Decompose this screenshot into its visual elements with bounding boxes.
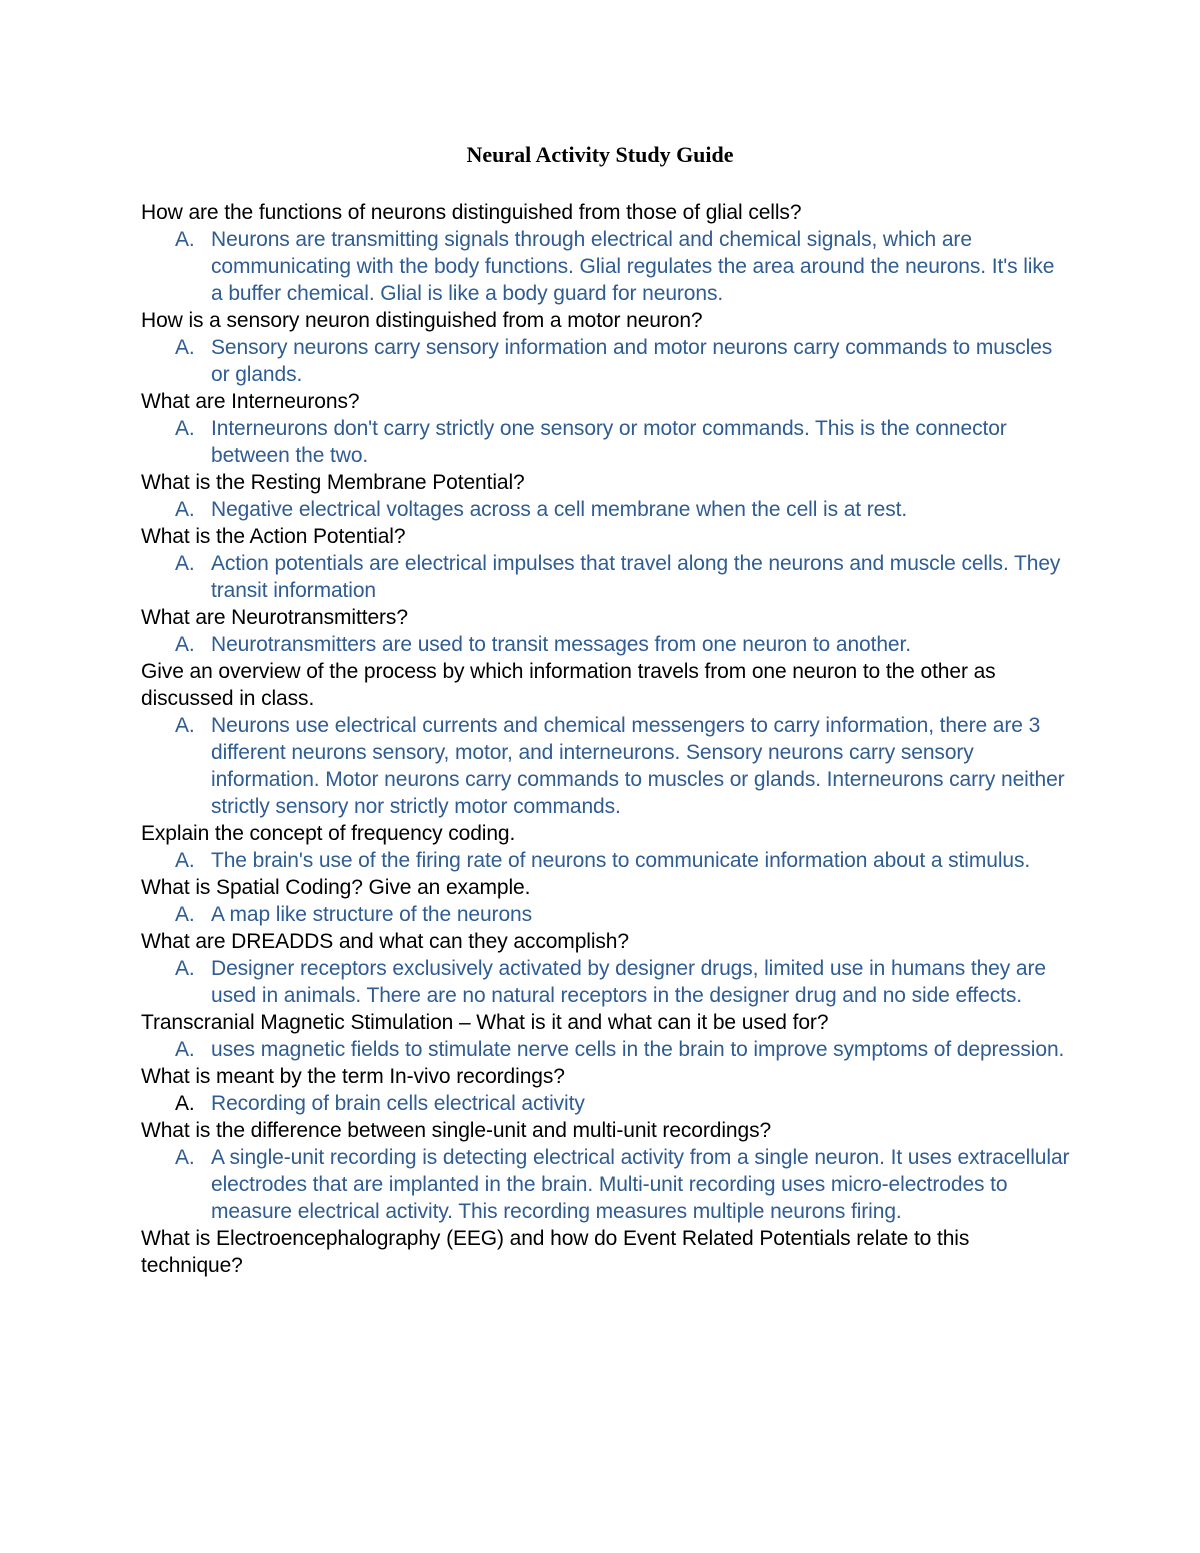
answer-text: Recording of brain cells electrical activity <box>211 1092 585 1115</box>
question-7: Give an overview of the process by which information travels from one neuron to the other as discussed in class. <box>141 660 996 710</box>
answer-text: Neurons are transmitting signals through electrical and chemical signals, which are communicating with the body functions. Glial regulates the area around the neurons. It's like a buffer chemical. Glial is like a body guard for neurons. <box>211 228 1055 305</box>
answer-marker: A. <box>175 336 195 359</box>
question-11: Transcranial Magnetic Stimulation – What is it and what can it be used for? <box>141 1011 829 1034</box>
answer-9 <box>141 901 1071 928</box>
question-12: What is meant by the term In-vivo recordings? <box>141 1065 565 1088</box>
answer-marker: A. <box>175 417 195 440</box>
answer-marker: A. <box>175 552 195 575</box>
answer-text: uses magnetic fields to stimulate nerve cells in the brain to improve symptoms of depression. <box>211 1038 1065 1061</box>
question-1: How are the functions of neurons distinguished from those of glial cells? <box>141 201 802 224</box>
answer-marker: A. <box>175 849 195 872</box>
answer-10 <box>141 955 1071 1009</box>
answer-text: A single-unit recording is detecting electrical activity from a single neuron. It uses extracellular electrodes that are implanted in the brain. Multi-unit recording uses micro-electrodes to measure electrical activity. This recording measures multiple neurons firing. <box>211 1146 1070 1223</box>
answer-11 <box>141 1036 1071 1063</box>
answer-text: Action potentials are electrical impulses that travel along the neurons and muscle cells. They transit information <box>211 552 1061 602</box>
answer-marker: A. <box>175 1146 195 1169</box>
answer-marker: A. <box>175 633 195 656</box>
answer-8 <box>141 847 1071 874</box>
question-3: What are Interneurons? <box>141 390 360 413</box>
question-2: How is a sensory neuron distinguished from a motor neuron? <box>141 309 703 332</box>
answer-3 <box>141 415 1071 469</box>
answer-text: Neurotransmitters are used to transit messages from one neuron to another. <box>211 633 911 656</box>
answer-text: Negative electrical voltages across a cell membrane when the cell is at rest. <box>211 498 908 521</box>
answer-2 <box>141 334 1071 388</box>
answer-text: Sensory neurons carry sensory information and motor neurons carry commands to muscles or glands. <box>211 336 1053 386</box>
question-6: What are Neurotransmitters? <box>141 606 408 629</box>
answer-marker: A. <box>175 228 195 251</box>
answer-text: Neurons use electrical currents and chemical messengers to carry information, there are 3 different neurons sensory, motor, and interneurons. Sensory neurons carry sensory information. Motor neurons carry commands to muscles or glands. Interneurons carry neither strictly sensory nor strictly motor commands. <box>211 714 1065 818</box>
answer-7 <box>141 712 1071 820</box>
answer-text: Designer receptors exclusively activated by designer drugs, limited use in humans they are used in animals. There are no natural receptors in the designer drug and no side effects. <box>211 957 1046 1007</box>
answer-6 <box>141 631 1071 658</box>
study-guide-body <box>141 199 1071 1279</box>
question-13: What is the difference between single-unit and multi-unit recordings? <box>141 1119 772 1142</box>
question-4: What is the Resting Membrane Potential? <box>141 471 525 494</box>
answer-marker: A. <box>175 498 195 521</box>
answer-4 <box>141 496 1071 523</box>
answer-12 <box>141 1090 1071 1117</box>
question-10: What are DREADDS and what can they accomplish? <box>141 930 629 953</box>
answer-text: The brain's use of the firing rate of neurons to communicate information about a stimulus. <box>211 849 1031 872</box>
answer-marker: A. <box>175 1092 195 1115</box>
answer-marker: A. <box>175 957 195 980</box>
answer-marker: A. <box>175 1038 195 1061</box>
question-5: What is the Action Potential? <box>141 525 406 548</box>
question-8: Explain the concept of frequency coding. <box>141 822 516 845</box>
answer-5 <box>141 550 1071 604</box>
answer-1 <box>141 226 1071 307</box>
answer-marker: A. <box>175 903 195 926</box>
question-14: What is Electroencephalography (EEG) and how do Event Related Potentials relate to this technique? <box>141 1227 970 1277</box>
answer-marker: A. <box>175 714 195 737</box>
answer-text: A map like structure of the neurons <box>211 903 533 926</box>
answer-13 <box>141 1144 1071 1225</box>
answer-text: Interneurons don't carry strictly one sensory or motor commands. This is the connector between the two. <box>211 417 1007 467</box>
question-9: What is Spatial Coding? Give an example. <box>141 876 531 899</box>
page-title: Neural Activity Study Guide <box>466 142 734 167</box>
